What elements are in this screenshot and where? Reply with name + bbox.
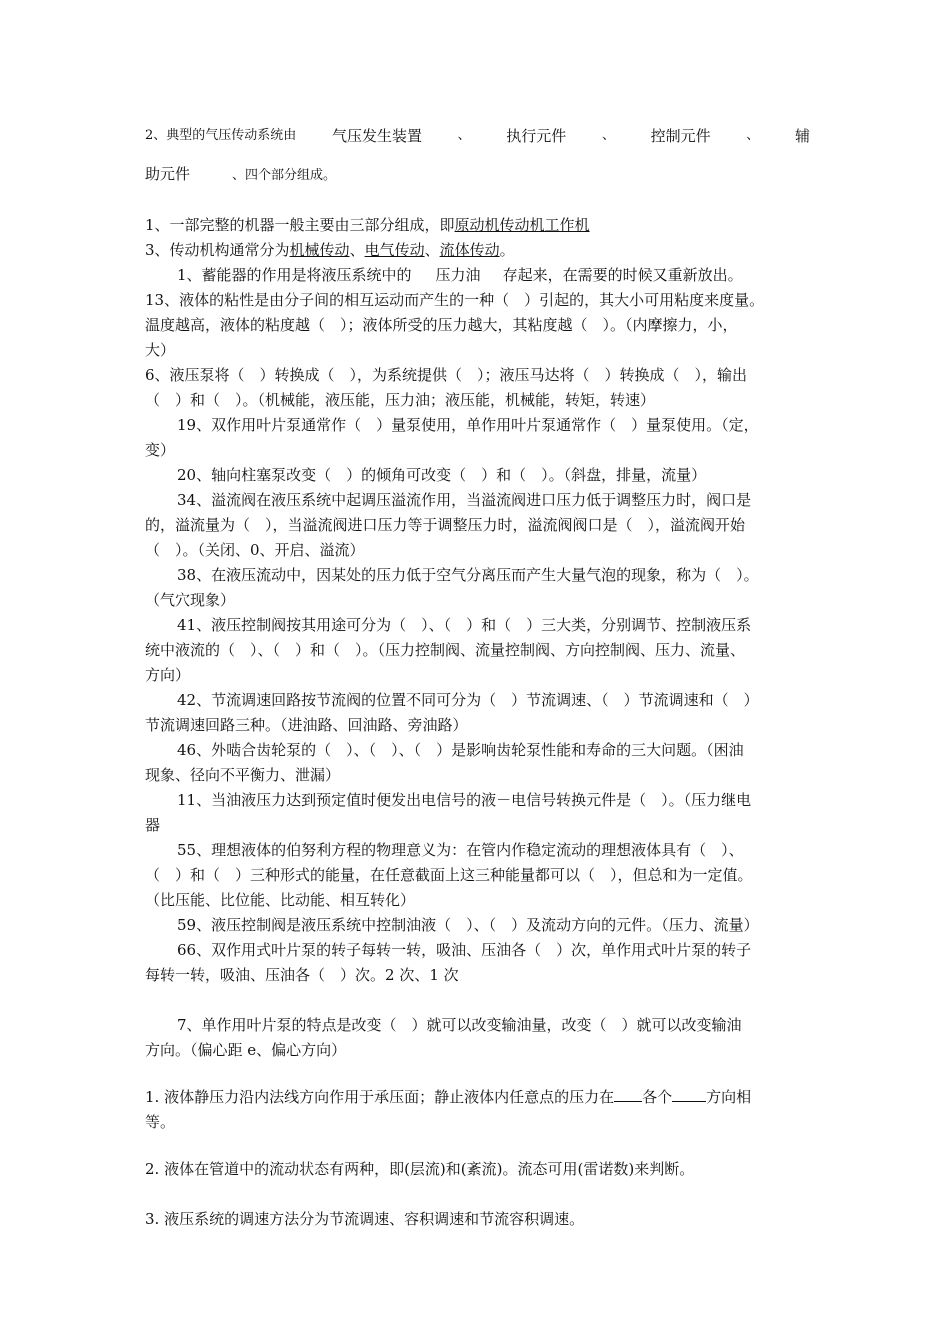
accumulator-question	[177, 263, 810, 287]
text-line: 大）	[145, 341, 176, 359]
transmission-answer-1: 机械传动	[289, 241, 350, 259]
speed-control-question: 3. 液压系统的调速方法分为节流调速、容积调速和节流容积调速。	[145, 1210, 585, 1228]
text-line: （ ）。（关闭、0、开启、溢流）	[145, 541, 365, 559]
flow-state-question: 2. 液体在管道中的流动状态有两种，即(层流)和(紊流)。流态可用(雷诺数)来判断。	[145, 1160, 695, 1178]
text-line: 46、外啮合齿轮泵的（ ）、（ ）、（ ）是影响齿轮泵性能和寿命的三大问题。（困油	[177, 741, 744, 759]
pneumatic-question-line2	[145, 162, 810, 188]
text-line: 42、节流调速回路按节流阀的位置不同可分为（ ）节流调速、（ ）节流调速和（ ）	[177, 691, 759, 709]
text-line: 节流调速回路三种。（进油路、回油路、旁油路）	[145, 716, 468, 734]
static-pressure-text-2: 各个	[642, 1088, 673, 1106]
static-pressure-text-3: 方向相	[706, 1088, 752, 1106]
text-line: 方向。（偏心距 e、偏心方向）	[145, 1041, 347, 1059]
machine-question	[145, 213, 810, 237]
text-line: 59、液压控制阀是液压系统中控制油液（ ）、（ ）及流动方向的元件。（压力、流量）	[177, 916, 759, 934]
static-pressure-text-1: 1. 液体静压力沿内法线方向作用于承压面；静止液体内任意点的压力在	[145, 1088, 615, 1106]
transmission-answer-2: 电气传动	[364, 241, 425, 259]
separator: 、	[746, 128, 760, 143]
text-line: 现象、径向不平衡力、泄漏）	[145, 766, 341, 784]
text-line: 19、双作用叶片泵通常作（ ）量泵使用，单作用叶片泵通常作（ ）量泵使用。（定，	[177, 416, 759, 434]
static-pressure-line2: 等。	[145, 1113, 176, 1131]
text-line: 6、液压泵将（ ）转换成（ ），为系统提供（ ）；液压马达将（ ）转换成（ ），输出	[145, 366, 748, 384]
text-line: 温度越高，液体的粘度越（ ）；液体所受的压力越大，其粘度越（ ）。（内摩擦力，小，	[145, 316, 738, 334]
accumulator-tail: 存起来，在需要的时候又重新放出。	[502, 266, 743, 284]
pneumatic-answer-1: 气压发生装置	[331, 127, 422, 145]
pneumatic-answer-4-part2: 助元件	[145, 165, 191, 183]
text-line: 11、当油液压力达到预定值时便发出电信号的液－电信号转换元件是（ ）。（压力继电	[177, 791, 752, 809]
static-pressure-question	[145, 1085, 810, 1109]
period: 。	[499, 241, 515, 259]
text-line: （比压能、比位能、比动能、相互转化）	[145, 891, 416, 909]
text-line: （气穴现象）	[145, 591, 236, 609]
separator: 、	[457, 128, 471, 143]
text-line: 7、单作用叶片泵的特点是改变（ ）就可以改变输油量，改变（ ）就可以改变输油	[177, 1016, 742, 1034]
pneumatic-question-line1	[145, 124, 810, 148]
text-line: 每转一转，吸油、压油各（ ）次。2 次、1 次	[145, 966, 459, 984]
separator: 、	[349, 241, 365, 259]
text-line: 器	[145, 816, 161, 834]
text-line: 34、溢流阀在液压系统中起调压溢流作用，当溢流阀进口压力低于调整压力时，阀口是	[177, 491, 752, 509]
text-line: （ ）和（ ）。（机械能，液压能，压力油；液压能，机械能，转矩，转速）	[145, 391, 656, 409]
fill-blank	[614, 1087, 642, 1102]
text-line: 41、液压控制阀按其用途可分为（ ）、（ ）和（ ）三大类，分别调节、控制液压系	[177, 616, 752, 634]
separator: 、	[601, 128, 615, 143]
text-line: 20、轴向柱塞泵改变（ ）的倾角可改变（ ）和（ ）。（斜盘，排量，流量）	[177, 466, 707, 484]
text-line: 方向）	[145, 666, 191, 684]
text-line: 统中液流的（ ）、（ ）和（ ）。（压力控制阀、流量控制阀、方向控制阀、压力、流量、	[145, 641, 746, 659]
pneumatic-answer-4-part1: 辅	[794, 127, 810, 145]
text-line: 55、理想液体的伯努利方程的物理意义为：在管内作稳定流动的理想液体具有（ ）、	[177, 841, 744, 859]
text-line: 变）	[145, 441, 176, 459]
text-line: 13、液体的粘性是由分子间的相互运动而产生的一种（ ）引起的，其大小可用粘度来度量。	[145, 291, 765, 309]
text-line: （ ）和（ ）三种形式的能量，在任意截面上这三种能量都可以（ ），但总和为一定值。	[145, 866, 753, 884]
pneumatic-answer-2: 执行元件	[506, 127, 567, 145]
machine-answer: 原动机传动机工作机	[454, 216, 590, 234]
text-line: 38、在液压流动中，因某处的压力低于空气分离压而产生大量气泡的现象，称为（ ）。	[177, 566, 759, 584]
machine-question-text: 1、一部完整的机器一般主要由三部分组成，即	[145, 216, 455, 234]
transmission-question	[145, 238, 810, 262]
pneumatic-lead: 2、典型的气压传动系统由	[145, 128, 297, 143]
transmission-text: 3、传动机构通常分为	[145, 241, 290, 259]
accumulator-answer: 压力油	[435, 266, 481, 284]
text-line: 66、双作用式叶片泵的转子每转一转，吸油、压油各（ ）次，单作用式叶片泵的转子	[177, 941, 752, 959]
fill-blank	[672, 1087, 706, 1102]
pneumatic-tail: 、四个部分组成。	[232, 168, 337, 183]
accumulator-text: 1、蓄能器的作用是将液压系统中的	[177, 266, 412, 284]
transmission-answer-3: 流体传动	[439, 241, 500, 259]
text-line: 的，溢流量为（ ），当溢流阀进口压力等于调整压力时，溢流阀阀口是（ ），溢流阀开始	[145, 516, 746, 534]
pneumatic-answer-3: 控制元件	[650, 127, 711, 145]
separator: 、	[424, 241, 440, 259]
